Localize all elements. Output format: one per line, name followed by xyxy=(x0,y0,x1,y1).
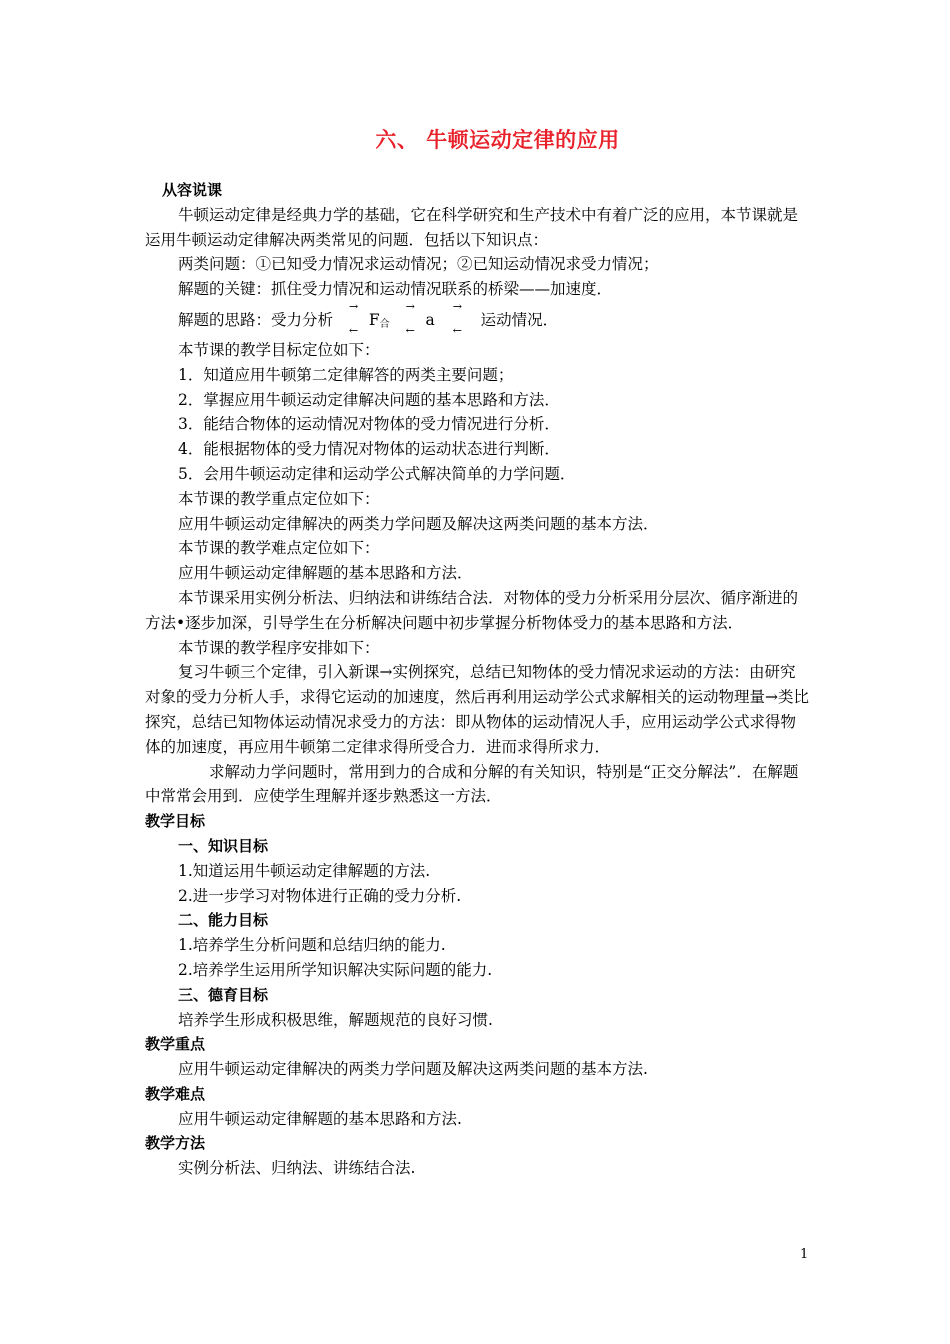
section-heading-intro: 从容说课 xyxy=(162,181,223,199)
key-line: 解题的关键：抓住受力情况和运动情况联系的桥梁——加速度． xyxy=(178,280,613,299)
focus-text: 应用牛顿运动定律解决的两类力学问题及解决这两类问题的基本方法． xyxy=(178,514,659,533)
method-paragraph: 本节课采用实例分析法、归纳法和讲练结合法．对物体的受力分析采用分层次、循序渐进的方法•逐步加深，引导学生在分析解决问题中初步掌握分析物体受力的基本思路和方法． xyxy=(145,588,799,632)
two-types-line: 两类问题：①已知受力情况求运动情况；②已知运动情况求受力情况； xyxy=(178,255,659,274)
flow-end: 运动情况． xyxy=(480,310,559,329)
goal-item: 4．能根据物体的受力情况对物体的运动状态进行判断． xyxy=(178,440,560,459)
focus-intro: 本节课的教学重点定位如下： xyxy=(178,489,380,508)
teaching-goals-heading: 教学目标 xyxy=(145,812,206,831)
difficult-point-heading: 教学难点 xyxy=(145,1084,206,1103)
teaching-method-heading: 教学方法 xyxy=(145,1134,206,1153)
intro-paragraph: 牛顿运动定律是经典力学的基础，它在科学研究和生产技术中有着广泛的应用，本节课就是运用牛顿运动定律解决两类常见的问题．包括以下知识点： xyxy=(145,205,799,249)
difficult-point-text: 应用牛顿运动定律解题的基本思路和方法. xyxy=(178,1109,462,1128)
arrow-left-icon: ← xyxy=(405,323,415,337)
flow-arrow-1 xyxy=(348,299,364,338)
moral-goals-heading: 三、德育目标 xyxy=(178,985,269,1004)
flow-label: 解题的思路：受力分析 xyxy=(178,310,334,329)
arrow-left-icon: ← xyxy=(348,323,359,337)
solution-flow xyxy=(145,299,810,338)
teaching-method-text: 实例分析法、归纳法、讲练结合法. xyxy=(178,1159,416,1178)
flow-arrow-2 xyxy=(405,299,421,338)
goal-item: 2．掌握应用牛顿运动定律解决问题的基本思路和方法． xyxy=(178,390,560,409)
procedure-intro: 本节课的教学程序安排如下： xyxy=(178,638,380,657)
ability-goal-item: 1.培养学生分析问题和总结归纳的能力. xyxy=(178,936,446,955)
ability-goals-heading: 二、能力目标 xyxy=(178,911,269,930)
page-title: 六、 牛顿运动定律的应用 xyxy=(375,128,620,152)
force-subscript: 合 xyxy=(379,318,390,330)
goal-item: 3．能结合物体的运动情况对物体的受力情况进行分析． xyxy=(178,415,560,434)
goal-item: 1．知道应用牛顿第二定律解答的两类主要问题； xyxy=(178,365,514,384)
difficulty-intro: 本节课的教学难点定位如下： xyxy=(178,539,380,558)
key-point-text: 应用牛顿运动定律解决的两类力学问题及解决这两类问题的基本方法. xyxy=(178,1060,648,1079)
difficulty-text: 应用牛顿运动定律解题的基本思路和方法． xyxy=(178,564,473,583)
ability-goal-item: 2.培养学生运用所学知识解决实际问题的能力. xyxy=(178,960,493,979)
flow-arrow-3 xyxy=(452,299,468,338)
page-number: 1 xyxy=(800,1247,809,1262)
goals-intro: 本节课的教学目标定位如下： xyxy=(178,340,380,359)
orthogonal-paragraph: 求解动力学问题时，常用到力的合成和分解的有关知识，特别是“正交分解法”．在解题中常常会用到．应使学生理解并逐步熟悉这一方法． xyxy=(145,762,799,806)
arrow-right-icon: → xyxy=(405,299,415,313)
goal-item: 5．会用牛顿运动定律和运动学公式解决简单的力学问题． xyxy=(178,464,576,483)
knowledge-goal-item: 1.知道运用牛顿运动定律解题的方法. xyxy=(178,861,431,880)
procedure-paragraph: 复习牛顿三个定律，引入新课→实例探究，总结已知物体的受力情况求运动的方法：由研究对象的受力分析人手，求得它运动的加速度，然后再利用运动学公式求解相关的运动物理量→类比探究，总结已知物体运动情况求受力的方法：即从物体的运动情况人手，应用运动学公式求得物体的加速度，再应用牛顿第二定律求得所受合力．进而求得所求力． xyxy=(145,663,809,756)
flow-node-acceleration: a xyxy=(425,310,435,329)
document-body xyxy=(145,178,810,1181)
knowledge-goals-heading: 一、知识目标 xyxy=(178,836,269,855)
arrow-right-icon: → xyxy=(452,299,462,313)
flow-node-force xyxy=(369,302,390,343)
arrow-right-icon: → xyxy=(348,299,359,313)
force-symbol: F xyxy=(368,310,380,329)
arrow-left-icon: ← xyxy=(452,323,462,337)
moral-goal-text: 培养学生形成积极思维，解题规范的良好习惯. xyxy=(178,1010,493,1029)
key-point-heading: 教学重点 xyxy=(145,1035,206,1054)
knowledge-goal-item: 2.进一步学习对物体进行正确的受力分析. xyxy=(178,886,462,905)
